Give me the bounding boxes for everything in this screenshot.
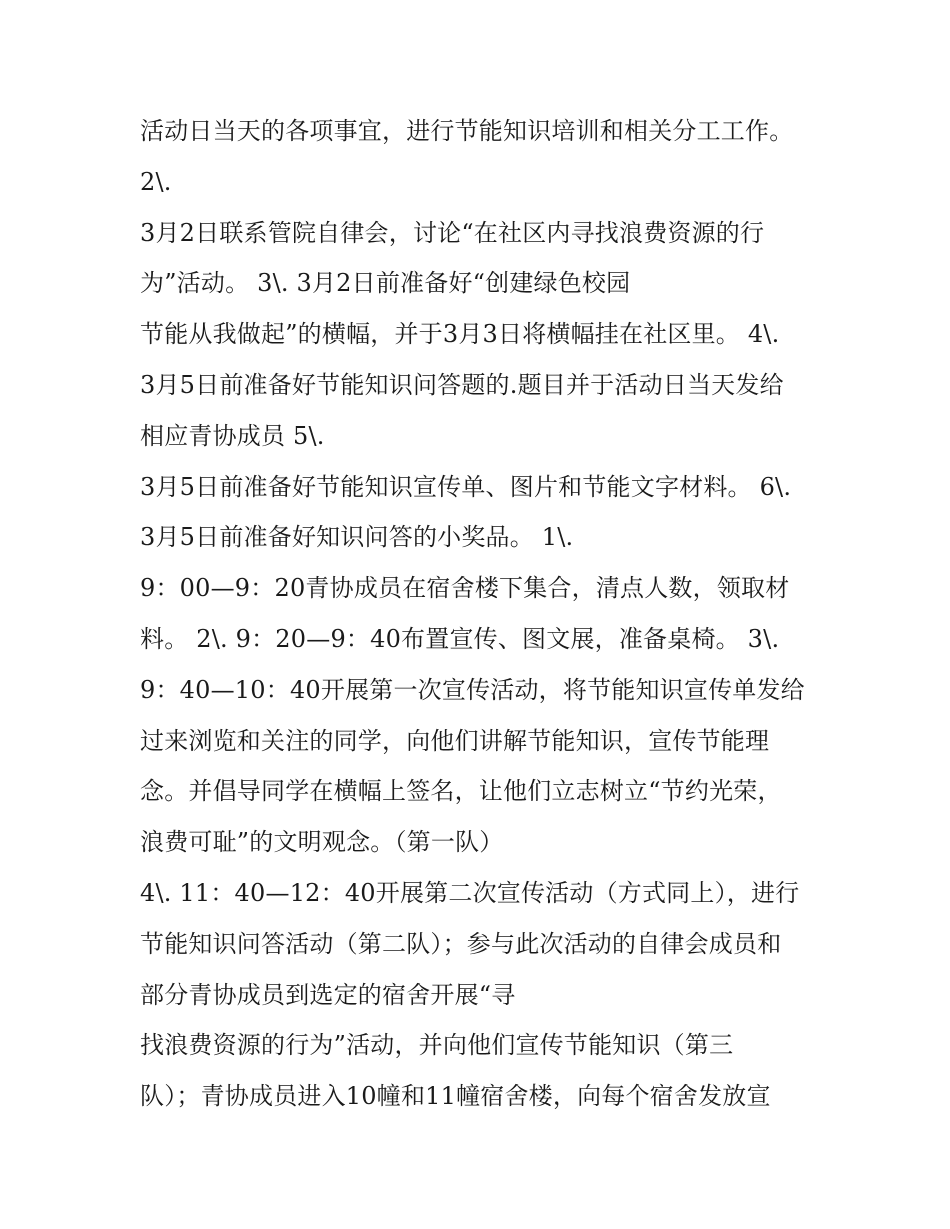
text-line: 相应青协成员 5\. [140, 421, 325, 450]
text-line: 3月2日联系管院自律会，讨论“在社区内寻找浪费资源的行 [140, 218, 765, 247]
text-line: 节能从我做起”的横幅，并于3月3日将横幅挂在社区里。 4\. [140, 320, 780, 349]
text-line: 过来浏览和关注的同学，向他们讲解节能知识，宣传节能理 [140, 726, 770, 755]
text-line: 2\. [140, 167, 172, 196]
text-line: 料。 2\. 9：20—9：40布置宣传、图文展，准备桌椅。 3\. [140, 624, 780, 653]
text-line: 4\. 11：40—12：40开展第二次宣传活动（方式同上），进行 [140, 878, 800, 907]
text-line: 9：40—10：40开展第一次宣传活动，将节能知识宣传单发给 [140, 675, 805, 704]
text-line: 3月5日前准备好知识问答的小奖品。 1\. [140, 523, 574, 552]
text-line: 3月5日前准备好节能知识宣传单、图片和节能文字材料。 6\. [140, 472, 792, 501]
text-line: 念。并倡导同学在横幅上签名，让他们立志树立“节约光荣， [140, 777, 782, 806]
text-line: 找浪费资源的行为”活动，并向他们宣传节能知识（第三 [140, 1031, 734, 1060]
text-line: 为”活动。 3\. 3月2日前准备好“创建绿色校园 [140, 269, 631, 298]
body-text [140, 106, 830, 1122]
text-line: 节能知识问答活动（第二队）；参与此次活动的自律会成员和 [140, 929, 782, 958]
text-line: 队）；青协成员进入10幢和11幢宿舍楼，向每个宿舍发放宣 [140, 1082, 771, 1111]
text-line: 浪费可耻”的文明观念。（第一队） [140, 828, 504, 857]
text-line: 活动日当天的各项事宜，进行节能知识培训和相关分工工作。 [140, 117, 794, 145]
text-line: 9：00—9：20青协成员在宿舍楼下集合，清点人数，领取材 [140, 574, 790, 603]
text-line: 3月5日前准备好节能知识问答题的.题目并于活动日当天发给 [140, 370, 784, 399]
text-line: 部分青协成员到选定的宿舍开展“寻 [140, 980, 516, 1009]
